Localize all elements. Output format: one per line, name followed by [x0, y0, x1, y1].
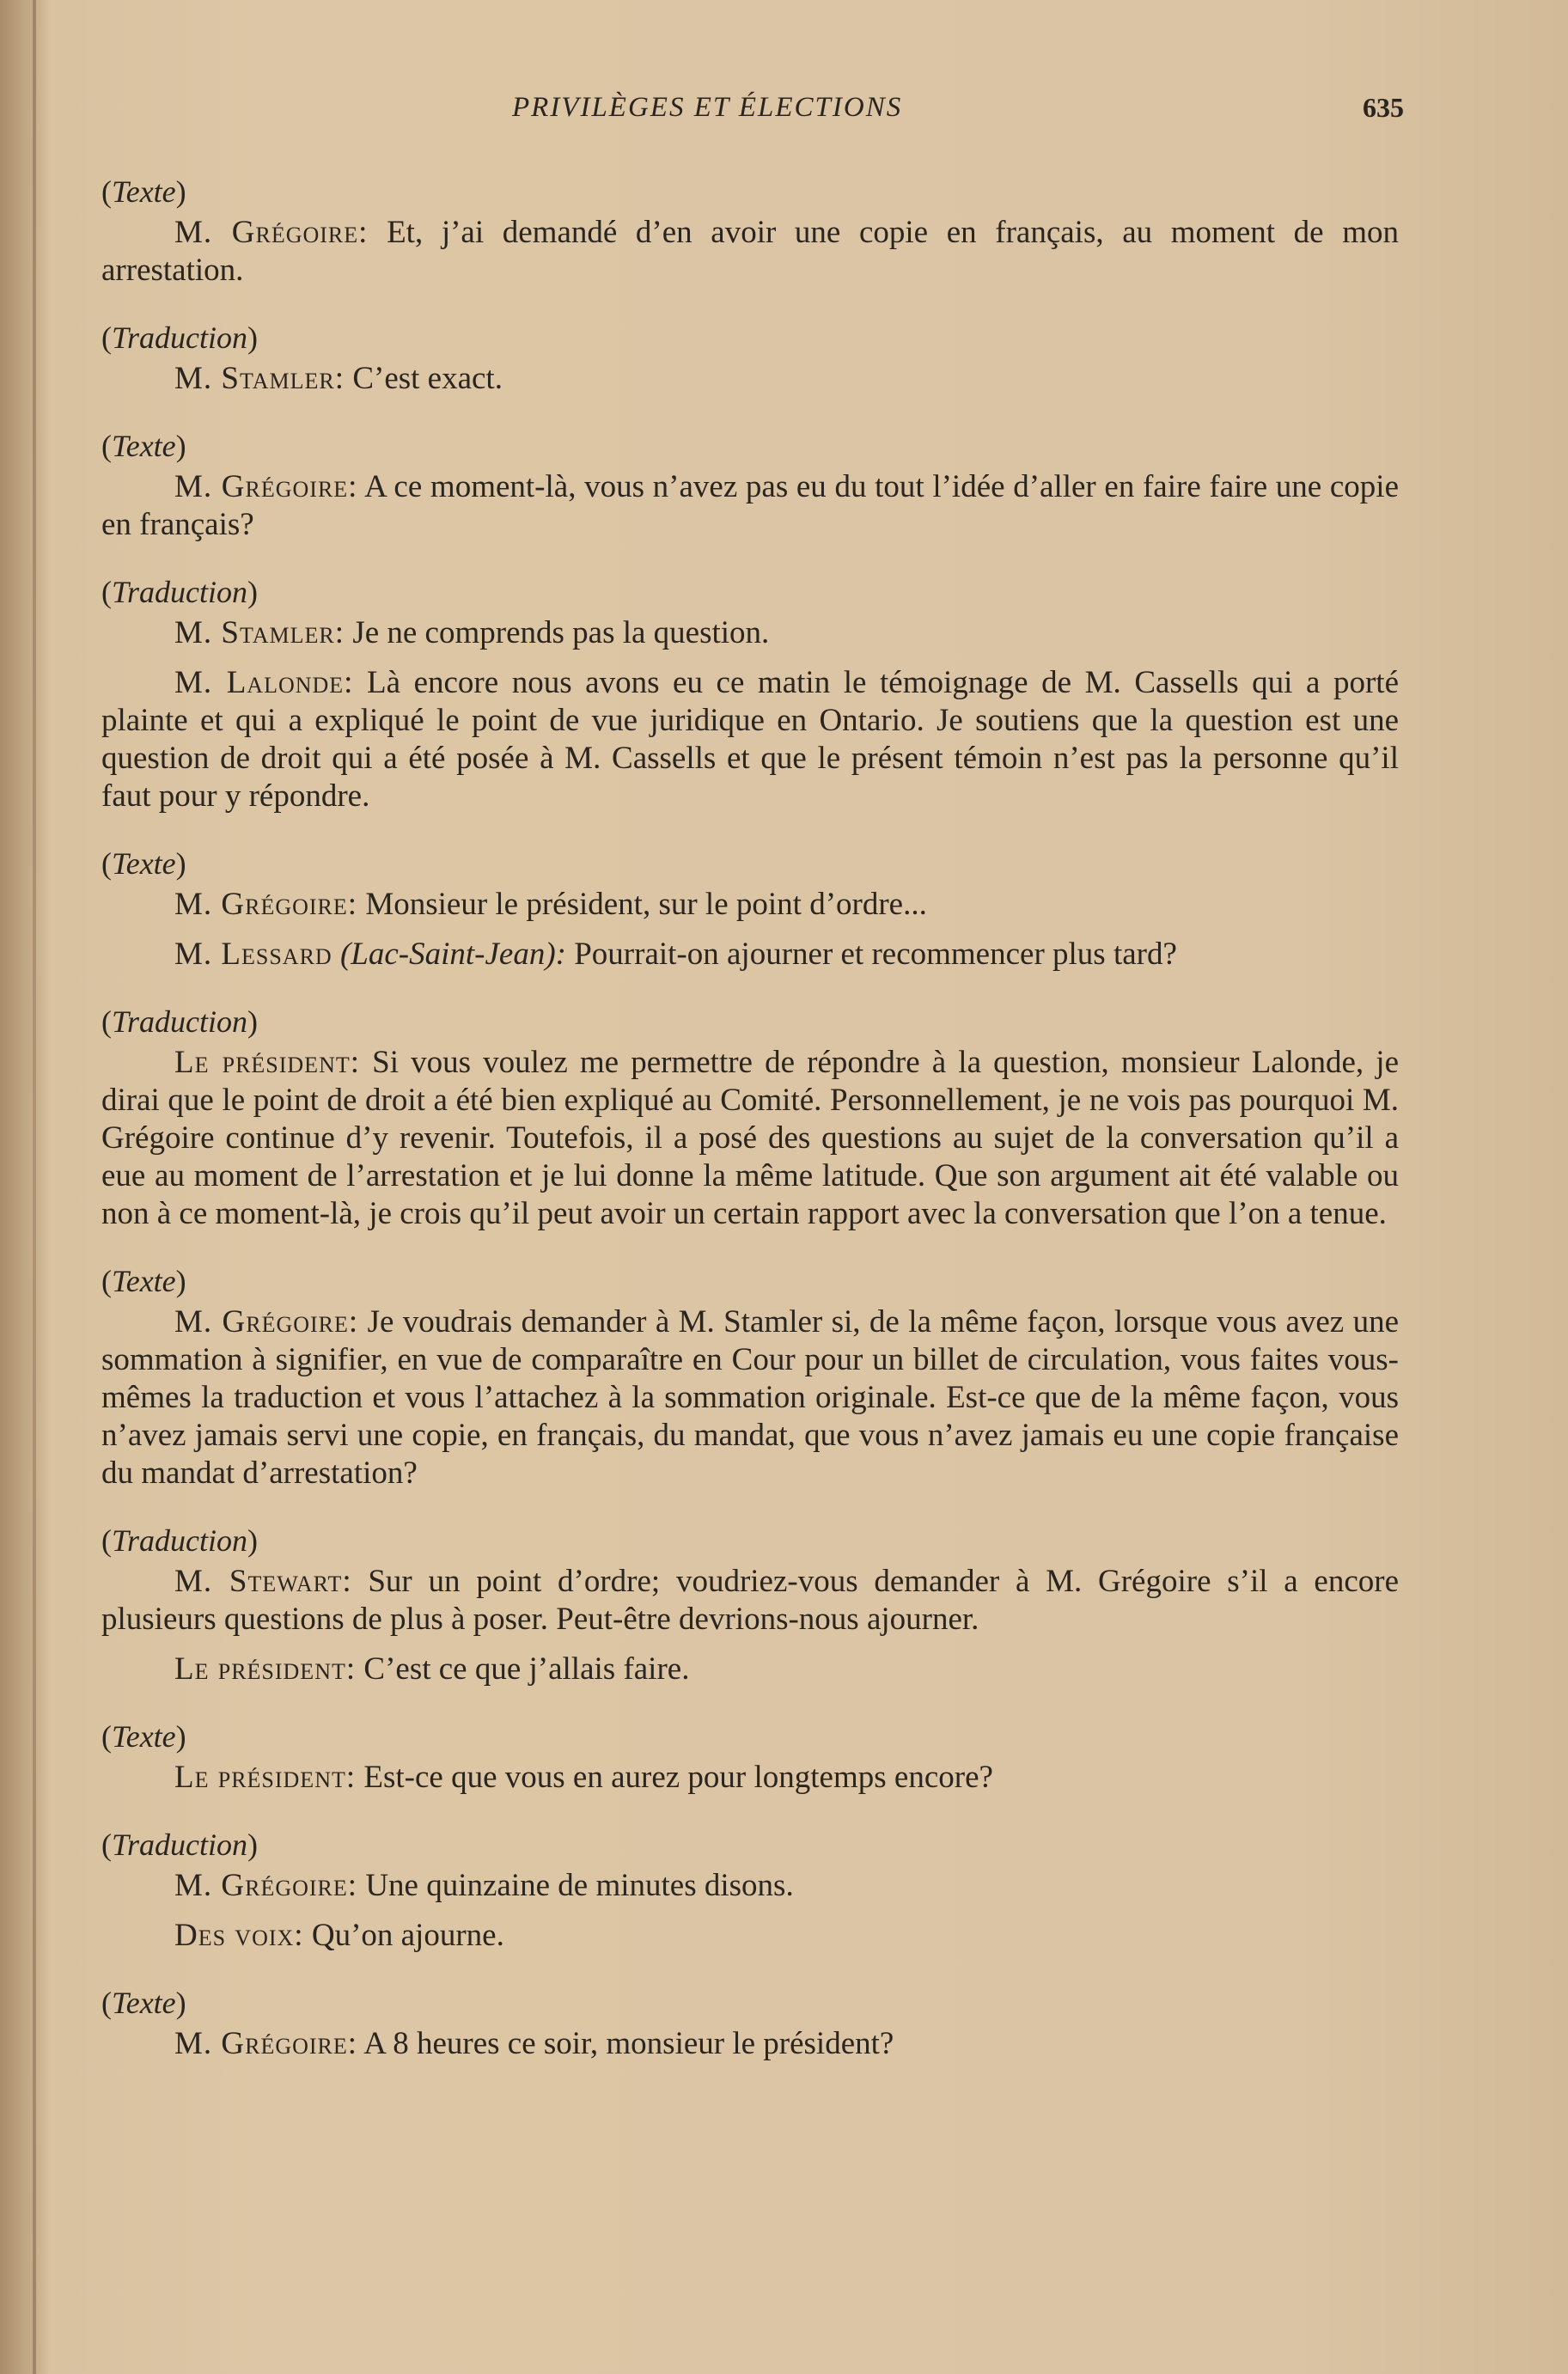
section-marker: (Traduction) — [101, 320, 259, 355]
speaker-name: M. Grégoire: — [174, 469, 358, 504]
speech-paragraph — [101, 468, 1399, 544]
section-marker: (Texte) — [101, 846, 186, 881]
speech-text: Je voudrais demander à M. Stamler si, de la même façon, lorsque vous avez une sommation à signifier, en vue de comparaître en Cour pour un billet de circulation, vous faites vous-mêmes la traduction et vous l’attachez à la sommation originale. Est-ce que de la même façon, vous n’avez jamais servi une copie, en français, du mandat, que vous n’avez jamais eu une copie française du mandat d’arrestation? — [101, 1304, 1400, 1491]
speaker-name: M. Grégoire: — [174, 1868, 358, 1903]
section-marker: (Texte) — [101, 1264, 186, 1298]
speaker-name: M. Lalonde: — [174, 665, 354, 700]
speech-text: Une quinzaine de minutes disons. — [365, 1868, 794, 1903]
binding-edge — [33, 0, 36, 2374]
speech-text: Sur un point d’ordre; voudriez-vous demander à M. Grégoire s’il a encore plusieurs questions de plus à poser. Peut-être devrions-nous ajourner. — [101, 1564, 1399, 1637]
section-marker-label: Traduction — [112, 575, 248, 609]
document-page — [101, 82, 1404, 2075]
speaker-name: M. Stamler: — [174, 361, 345, 396]
section-marker: (Texte) — [101, 429, 186, 463]
speaker-name: M. Grégoire: — [174, 215, 369, 250]
speech-text: C’est ce que j’allais faire. — [363, 1651, 690, 1687]
section-marker: (Traduction) — [101, 1523, 259, 1558]
section-marker-label: Traduction — [112, 1523, 248, 1558]
section-marker: (Traduction) — [101, 575, 259, 609]
speech-paragraph — [101, 214, 1399, 290]
speech-text: Est-ce que vous en aurez pour longtemps encore? — [363, 1760, 993, 1795]
section-marker-label: Texte — [112, 1986, 176, 2020]
page-number: 635 — [1363, 92, 1404, 123]
speech-paragraph — [101, 1867, 1399, 1905]
speech-text: Monsieur le président, sur le point d’ordre... — [365, 887, 927, 922]
speaker-name: M. Stamler: — [174, 615, 345, 650]
transcript-body — [101, 173, 1399, 2063]
section-marker-label: Texte — [112, 1264, 176, 1298]
speaker-name: M. Stewart: — [174, 1564, 352, 1599]
section-marker-label: Traduction — [112, 320, 248, 355]
section-marker: (Texte) — [101, 1719, 186, 1754]
book-binding-shadow — [0, 0, 50, 2374]
section-marker-label: Texte — [112, 1719, 176, 1754]
speaker-name: M. Grégoire: — [174, 1304, 359, 1340]
speech-paragraph — [101, 2025, 1399, 2063]
speech-paragraph — [101, 1651, 1399, 1688]
speaker-name: Des voix: — [174, 1918, 304, 1953]
section-marker: (Texte) — [101, 174, 186, 209]
running-title: PRIVILÈGES ET ÉLECTIONS — [512, 92, 903, 123]
speaker-name: Le président: — [174, 1760, 357, 1795]
section-marker: (Traduction) — [101, 1004, 259, 1039]
speech-text: Pourrait-on ajourner et recommencer plus tard? — [574, 937, 1177, 972]
speaker-name: M. Lessard — [174, 937, 333, 972]
speaker-name: Le président: — [174, 1651, 357, 1687]
speaker-name: M. Grégoire: — [174, 2026, 358, 2061]
running-header — [101, 82, 1404, 142]
speech-paragraph — [101, 936, 1399, 973]
section-marker-label: Traduction — [112, 1828, 248, 1862]
speaker-name: M. Grégoire: — [174, 887, 358, 922]
speech-paragraph — [101, 1759, 1399, 1797]
speech-paragraph — [101, 1303, 1399, 1492]
speech-text: Là encore nous avons eu ce matin le témoignage de M. Cassells qui a porté plainte et qui a expliqué le point de vue juridique en Ontario. Je soutiens que la question est une question de droit qui a été posée à M. Cassells et que le présent témoin n’est pas la personne qu’il faut pour y répondre. — [101, 665, 1399, 814]
speech-paragraph — [101, 1917, 1399, 1955]
speech-text: A 8 heures ce soir, monsieur le président? — [363, 2026, 894, 2061]
section-marker-label: Texte — [112, 174, 176, 209]
speaker-riding: (Lac-Saint-Jean): — [339, 937, 566, 972]
speech-paragraph — [101, 664, 1399, 815]
speech-paragraph — [101, 360, 1399, 398]
speech-text: A ce moment-là, vous n’avez pas eu du tout l’idée d’aller en faire faire une copie en français? — [101, 469, 1400, 542]
speech-text: Qu’on ajourne. — [311, 1918, 504, 1953]
section-marker-label: Traduction — [112, 1004, 248, 1039]
speech-paragraph — [101, 886, 1399, 924]
speech-paragraph — [101, 1563, 1399, 1639]
speech-text: Si vous voulez me permettre de répondre à la question, monsieur Lalonde, je dirai que le point de droit a été bien expliqué au Comité. Personnellement, je ne vois pas pourquoi M. Grégoire continue d’y revenir. Toutefois, il a posé des questions au sujet de la conversation qu’il a eue au moment de l’arrestation et je lui donne la même latitude. Que son argument ait été valable ou non à ce moment-là, je crois qu’il peut avoir un certain rapport avec la conversation que l’on a tenue. — [101, 1045, 1399, 1231]
speech-text: C’est exact. — [352, 361, 503, 396]
speech-paragraph — [101, 614, 1399, 652]
speaker-name: Le président: — [174, 1045, 361, 1080]
section-marker-label: Texte — [112, 846, 176, 881]
section-marker: (Texte) — [101, 1986, 186, 2020]
section-marker-label: Texte — [112, 429, 176, 463]
speech-text: Et, j’ai demandé d’en avoir une copie en français, au moment de mon arrestation. — [101, 215, 1399, 288]
section-marker: (Traduction) — [101, 1828, 259, 1862]
speech-text: Je ne comprends pas la question. — [352, 615, 770, 650]
speech-paragraph — [101, 1044, 1399, 1233]
